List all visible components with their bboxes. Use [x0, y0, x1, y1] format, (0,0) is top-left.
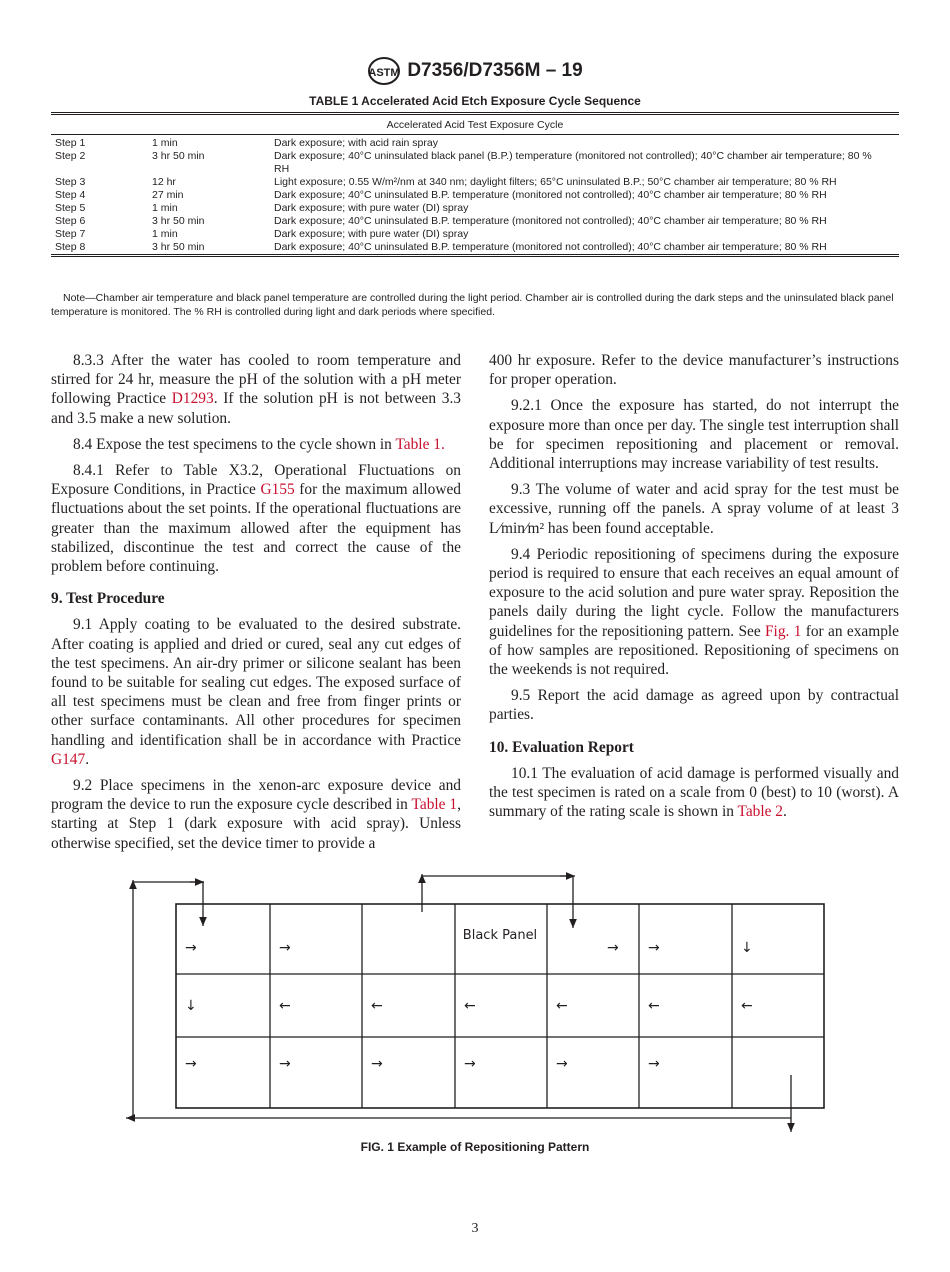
designation: D7356/D7356M – 19 — [407, 60, 583, 82]
cell-description: Dark exposure; with pure water (DI) spray — [274, 202, 469, 214]
direction-arrow-icon: → — [279, 940, 291, 956]
astm-logo-icon — [367, 56, 401, 86]
section-heading-9: 9. Test Procedure — [51, 590, 165, 608]
text: 9.4 Periodic repositioning of specimens during the exposure period is required to ensure that each receives an equal amount of exposure to the acid solution and pure water spray. Reposition the panels daily during the light cycle. Follow the manufacturers guidelines for the repositioning pattern. See — [489, 545, 899, 640]
text: 8.4 Expose the test specimens to the cycle shown in — [73, 435, 396, 453]
direction-arrow-icon: → — [185, 1056, 197, 1072]
exposure-cycle-table — [51, 112, 899, 257]
text: , starting at Step 1 (dark exposure with acid spray). Unless otherwise specified, set the device timer to provide a — [51, 796, 461, 852]
cell-duration: 3 hr 50 min — [152, 150, 205, 162]
text: for the maximum allowed fluctuations about the set points. If the operational fluctuations are greater than the maximum allowed after the equipment has stabilized, discontinue the test and correct the cause of the problem before continuing. — [51, 481, 461, 576]
table-row — [51, 202, 899, 215]
direction-arrow-icon: ↓ — [185, 998, 197, 1014]
direction-arrow-icon: ← — [371, 998, 383, 1014]
cell-step: Step 6 — [55, 215, 86, 227]
link-d1293[interactable]: D1293 — [171, 390, 214, 408]
text: 9.2 Place specimens in the xenon-arc exposure device and program the device to run the exposure cycle described in — [51, 777, 461, 814]
section-heading-10: 10. Evaluation Report — [489, 738, 634, 756]
direction-arrow-icon: → — [648, 1056, 660, 1072]
cell-duration: 27 min — [152, 189, 184, 201]
right-column — [489, 351, 899, 828]
page-number: 3 — [471, 1221, 479, 1236]
paragraph-8-4-1 — [51, 461, 461, 576]
table-title: TABLE 1 Accelerated Acid Etch Exposure Cycle Sequence — [309, 94, 641, 108]
document-header — [0, 56, 950, 86]
direction-arrow-icon: → — [185, 940, 197, 956]
cell-duration: 1 min — [152, 202, 178, 214]
cell-description: Light exposure; 0.55 W/m²/nm at 340 nm; daylight filters; 65°C uninsulated B.P.; 50°C chamber air temperature; 80 % RH — [274, 176, 837, 188]
text: 8.4.1 Refer to Table X3.2, Operational Fluctuations on Exposure Conditions, in Practice — [51, 462, 461, 499]
cell-description: Dark exposure; with pure water (DI) spray — [274, 228, 469, 240]
cell-description: Dark exposure; with acid rain spray — [274, 137, 438, 149]
direction-arrow-icon: → — [464, 1056, 476, 1072]
table-row — [51, 215, 899, 228]
left-column — [51, 351, 461, 860]
direction-arrow-icon: ← — [741, 998, 753, 1014]
figure-caption: FIG. 1 Example of Repositioning Pattern — [360, 1140, 590, 1154]
cell-step: Step 8 — [55, 241, 86, 253]
paragraph-9-2-continued: 400 hr exposure. Refer to the device manufacturer’s instructions for proper operation. — [489, 352, 899, 389]
cell-duration: 12 hr — [152, 176, 176, 188]
cell-description: Dark exposure; 40°C uninsulated black panel (B.P.) temperature (monitored not controlled); 40°C chamber air temperature; 80 % RH — [274, 150, 872, 175]
direction-arrow-icon: → — [556, 1056, 568, 1072]
link-table-1[interactable]: Table 1. — [395, 435, 445, 453]
cell-description: Dark exposure; 40°C uninsulated B.P. temperature (monitored not controlled); 40°C chamber air temperature; 80 % RH — [274, 241, 827, 253]
paragraph-9-3: 9.3 The volume of water and acid spray for the test must be excessive, running off the panels. A spray volume of at least 3 L⁄min⁄m² has been found acceptable. — [489, 481, 899, 537]
text: . — [783, 803, 787, 821]
paragraph-8-4 — [51, 435, 461, 454]
direction-arrow-icon: → — [279, 1056, 291, 1072]
cell-duration: 3 hr 50 min — [152, 215, 205, 227]
direction-arrow-icon: ↓ — [741, 940, 753, 956]
link-table-1[interactable]: Table 1 — [411, 796, 458, 814]
text: 8.3.3 After the water has cooled to room temperature and stirred for 24 hr, measure the pH of the solution with a pH meter following Practice — [51, 352, 461, 408]
link-table-2[interactable]: Table 2 — [737, 803, 784, 821]
link-g155[interactable]: G155 — [260, 481, 295, 499]
cell-description: Dark exposure; 40°C uninsulated B.P. temperature (monitored not controlled); 40°C chamber air temperature; 80 % RH — [274, 189, 827, 201]
cell-step: Step 2 — [55, 150, 86, 162]
paragraph-9-1 — [51, 615, 461, 769]
paragraph-10-1 — [489, 764, 899, 822]
table-heading: Accelerated Acid Test Exposure Cycle — [51, 115, 899, 135]
cell-step: Step 1 — [55, 137, 86, 149]
direction-arrow-icon: ← — [648, 998, 660, 1014]
cell-duration: 3 hr 50 min — [152, 241, 205, 253]
cell-step: Step 3 — [55, 176, 86, 188]
black-panel-label: Black Panel — [462, 928, 538, 943]
table-row — [51, 150, 899, 176]
cell-step: Step 5 — [55, 202, 86, 214]
table-row — [51, 176, 899, 189]
text: for an example of how samples are repositioned. Repositioning of specimens on the weekends is not required. — [489, 622, 899, 679]
direction-arrow-icon: → — [607, 940, 619, 956]
paragraph-9-2 — [51, 776, 461, 853]
cell-step: Step 7 — [55, 228, 86, 240]
svg-text:ASTM: ASTM — [368, 67, 400, 79]
direction-arrow-icon: → — [648, 940, 660, 956]
cell-description: Dark exposure; 40°C uninsulated B.P. temperature (monitored not controlled); 40°C chamber air temperature; 80 % RH — [274, 215, 827, 227]
table-row — [51, 189, 899, 202]
direction-arrow-icon: ← — [279, 998, 291, 1014]
repositioning-pattern-figure — [0, 860, 950, 1140]
link-g147[interactable]: G147 — [51, 750, 86, 768]
direction-arrow-icon: → — [371, 1056, 383, 1072]
paragraph-8-3-3 — [51, 351, 461, 428]
cell-step: Step 4 — [55, 189, 86, 201]
direction-arrow-icon: ← — [464, 998, 476, 1014]
paragraph-9-5: 9.5 Report the acid damage as agreed upon by contractual parties. — [489, 687, 899, 724]
direction-arrow-icon: ← — [556, 998, 568, 1014]
table-row — [51, 137, 899, 150]
table-note: Note—Chamber air temperature and black panel temperature are controlled during the light period. Chamber air is controlled during the dark steps and the uninsulated black panel temperature is monitored. The % RH is controlled during light and dark periods where specified. — [51, 292, 894, 318]
table-row — [51, 228, 899, 241]
cell-duration: 1 min — [152, 137, 178, 149]
cell-duration: 1 min — [152, 228, 178, 240]
path-arrow-top — [422, 876, 573, 928]
paragraph-9-2-1: 9.2.1 Once the exposure has started, do not interrupt the exposure more than once per day. The single test interruption shall be for specimen repositioning and placement or removal. Additional interruptions may increase variability of test results. — [489, 397, 899, 473]
link-fig-1[interactable]: Fig. 1 — [765, 622, 802, 640]
text: . If the solution pH is not between 3.3 and 3.5 make a new solution. — [51, 390, 461, 427]
paragraph-9-4 — [489, 545, 899, 679]
text: 9.1 Apply coating to be evaluated to the desired substrate. After coating is applied and dried or cured, seal any cut edges of the test specimens. An air-dry primer or silicone sealant has been found to be suitable for sealing cut edges. The exposed surface of all test specimens must be clean and free from finger prints or other surface contaminants. All other procedures for specimen handling and identification shall be in accordance with Practice — [51, 616, 461, 749]
table-row — [51, 241, 899, 254]
text: 10.1 The evaluation of acid damage is performed visually and the test specimen is rated on a scale from 0 (best) to 10 (worst). A summary of the rating scale is shown in — [489, 764, 899, 821]
text: . — [85, 750, 90, 768]
